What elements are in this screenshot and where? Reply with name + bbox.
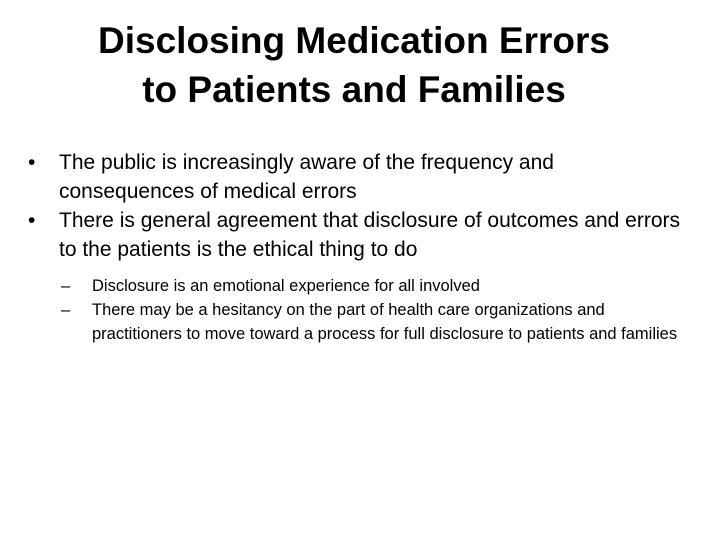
bullet-item: [28, 148, 688, 206]
sub-bullet-item: [61, 298, 688, 346]
sub-bullet-text: Disclosure is an emotional experience for all involved: [92, 277, 480, 295]
sub-bullet-list: [59, 274, 688, 346]
title-line-1: Disclosing Medication Errors: [98, 20, 610, 61]
bullet-list: [28, 148, 688, 346]
bullet-marker: •: [28, 209, 36, 232]
bullet-marker: •: [28, 151, 36, 174]
bullet-text: The public is increasingly aware of the frequency and consequences of medical errors: [59, 151, 554, 203]
sub-bullet-item: [61, 274, 688, 298]
sub-bullet-marker: –: [61, 277, 71, 295]
sub-bullet-text: There may be a hesitancy on the part of health care organizations and practitioners to move toward a process for full disclosure to patients and families: [92, 301, 678, 343]
bullet-text: There is general agreement that disclosure of outcomes and errors to the patients is the ethical thing to do: [59, 209, 680, 261]
slide-title: [0, 16, 708, 114]
sub-bullet-marker: –: [61, 301, 71, 319]
title-line-2: to Patients and Families: [142, 69, 566, 110]
bullet-item: [28, 206, 688, 346]
